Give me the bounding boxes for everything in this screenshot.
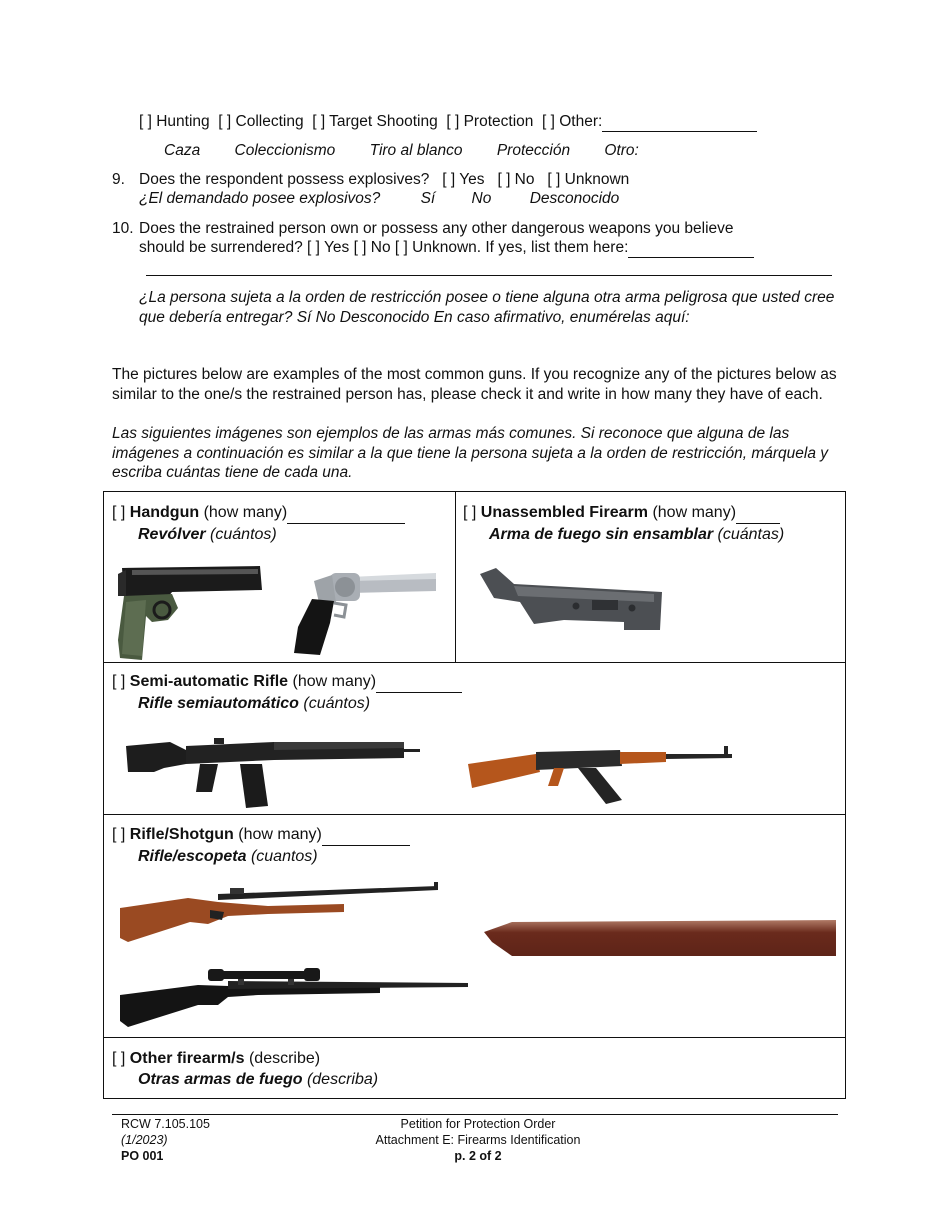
unassembled-count-field[interactable] bbox=[736, 502, 780, 524]
ak47-rifle-image bbox=[466, 742, 734, 806]
q10-list-line[interactable] bbox=[146, 275, 832, 276]
q9-text: Does the respondent possess explosives? bbox=[139, 171, 430, 188]
target-es: Tiro al blanco bbox=[369, 142, 463, 159]
handgun-title-es: Revólver bbox=[138, 526, 206, 543]
semi-auto-checkbox[interactable]: [ ] bbox=[112, 673, 126, 690]
handgun-hint: (how many) bbox=[203, 504, 288, 521]
other-es: Otro: bbox=[604, 142, 639, 159]
grid-divider-2 bbox=[104, 814, 845, 815]
rifle-shotgun-title-es: Rifle/escopeta bbox=[138, 848, 247, 865]
q9-unknown-checkbox[interactable]: [ ] Unknown bbox=[547, 171, 630, 188]
rifle-shotgun-cell bbox=[112, 824, 410, 867]
protection-es: Protección bbox=[496, 142, 571, 159]
scoped-rifle-image bbox=[118, 965, 470, 1029]
other-reason-field[interactable] bbox=[602, 113, 757, 132]
q9-unknown-es: Desconocido bbox=[529, 190, 620, 207]
pistol-image bbox=[112, 560, 264, 662]
q9-yes-es: Sí bbox=[420, 190, 436, 207]
grid-divider-3 bbox=[104, 1037, 845, 1038]
q9-question bbox=[139, 171, 629, 189]
q9-yes-checkbox[interactable]: [ ] Yes bbox=[442, 171, 485, 188]
other-checkbox[interactable]: [ ] Other: bbox=[542, 113, 603, 130]
ar15-rifle-image bbox=[124, 738, 422, 810]
q10-line2-text: should be surrendered? [ ] Yes [ ] No [ ] Unknown. If yes, list them here: bbox=[139, 239, 629, 256]
other-firearm-cell bbox=[112, 1048, 378, 1090]
handgun-cell bbox=[112, 502, 405, 545]
target-shooting-checkbox[interactable]: [ ] Target Shooting bbox=[312, 113, 438, 130]
q9-no-es: No bbox=[471, 190, 492, 207]
q9-no-checkbox[interactable]: [ ] No bbox=[497, 171, 535, 188]
grid-divider-1 bbox=[104, 662, 845, 663]
rifle-shotgun-checkbox[interactable]: [ ] bbox=[112, 826, 126, 843]
unassembled-receiver-image bbox=[474, 564, 664, 640]
footer-form-number: PO 001 bbox=[121, 1149, 164, 1163]
q10-es: ¿La persona sujeta a la orden de restricción posee o tiene alguna otra arma peligrosa que usted cree que debería entregar? Sí No Desconocido En caso afirmativo, enumérelas aquí: bbox=[139, 289, 835, 326]
intro-es: Las siguientes imágenes son ejemplos de las armas más comunes. Si reconoce que alguna de las imágenes a continuación es similar a la que tiene la persona sujeta a la orden de restricción, márquela y escriba cuántas tiene de cada una. bbox=[112, 425, 828, 481]
reasons-row-es bbox=[164, 142, 639, 160]
q9-question-es bbox=[139, 190, 619, 208]
collecting-es: Coleccionismo bbox=[234, 142, 336, 159]
bolt-action-rifle-image bbox=[118, 880, 440, 944]
intro-en: The pictures below are examples of the most common guns. If you recognize any of the pictures below as similar to the one/s the restrained person has, please check it and write in how many they have of each. bbox=[112, 366, 837, 403]
protection-checkbox[interactable]: [ ] Protection bbox=[446, 113, 534, 130]
semi-auto-cell bbox=[112, 671, 462, 714]
rifle-shotgun-count-field[interactable] bbox=[322, 824, 410, 846]
other-firearm-title: Other firearm/s bbox=[129, 1050, 245, 1067]
footer-title: Petition for Protection Order bbox=[400, 1117, 556, 1131]
handgun-count-field[interactable] bbox=[287, 502, 405, 524]
q9-text-es: ¿El demandado posee explosivos? bbox=[139, 190, 381, 207]
other-firearm-checkbox[interactable]: [ ] bbox=[112, 1050, 126, 1067]
semi-auto-title: Semi-automatic Rifle bbox=[129, 673, 289, 690]
rifle-shotgun-hint: (how many) bbox=[238, 826, 322, 843]
revolver-image bbox=[290, 563, 438, 657]
footer-left bbox=[121, 1116, 210, 1164]
footer-subtitle: Attachment E: Firearms Identification bbox=[375, 1133, 581, 1147]
rifle-shotgun-hint-es: (cuantos) bbox=[250, 848, 318, 865]
footer-page-number: p. 2 of 2 bbox=[454, 1149, 502, 1163]
other-firearm-title-es: Otras armas de fuego bbox=[138, 1071, 303, 1088]
other-firearm-hint-es: (describa) bbox=[306, 1071, 379, 1088]
q10-line1: Does the restrained person own or possess any other dangerous weapons you believe bbox=[139, 220, 734, 237]
handgun-hint-es: (cuántos) bbox=[210, 526, 277, 543]
collecting-checkbox[interactable]: [ ] Collecting bbox=[218, 113, 304, 130]
unassembled-title-es: Arma de fuego sin ensamblar bbox=[489, 526, 714, 543]
unassembled-hint: (how many) bbox=[652, 504, 737, 521]
other-firearm-hint: (describe) bbox=[248, 1050, 321, 1067]
footer-date: (1/2023) bbox=[121, 1133, 168, 1147]
unassembled-title: Unassembled Firearm bbox=[480, 504, 648, 521]
q9-number: 9. bbox=[112, 171, 125, 188]
footer-rule bbox=[112, 1114, 838, 1115]
footer-rcw: RCW 7.105.105 bbox=[121, 1117, 210, 1131]
q10-list-field[interactable] bbox=[628, 239, 754, 258]
hunting-checkbox[interactable]: [ ] Hunting bbox=[139, 113, 210, 130]
barrel-detail-image bbox=[484, 920, 836, 958]
hunting-es: Caza bbox=[164, 142, 201, 159]
handgun-title: Handgun bbox=[129, 504, 200, 521]
semi-auto-hint: (how many) bbox=[292, 673, 377, 690]
semi-auto-count-field[interactable] bbox=[376, 671, 462, 693]
q10-line2 bbox=[139, 239, 754, 258]
footer-center bbox=[328, 1116, 628, 1164]
unassembled-checkbox[interactable]: [ ] bbox=[463, 504, 477, 521]
unassembled-hint-es: (cuántas) bbox=[717, 526, 785, 543]
semi-auto-hint-es: (cuántos) bbox=[303, 695, 371, 712]
unassembled-cell bbox=[463, 502, 784, 545]
handgun-checkbox[interactable]: [ ] bbox=[112, 504, 126, 521]
grid-divider-vertical bbox=[455, 492, 456, 662]
q10-number: 10. bbox=[112, 220, 134, 237]
rifle-shotgun-title: Rifle/Shotgun bbox=[129, 826, 234, 843]
reasons-row bbox=[139, 113, 757, 132]
semi-auto-title-es: Rifle semiautomático bbox=[138, 695, 299, 712]
